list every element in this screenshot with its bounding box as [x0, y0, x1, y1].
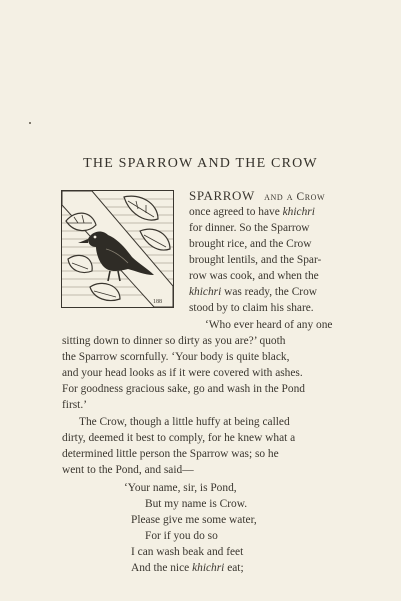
text-fragment: once agreed to have: [189, 206, 280, 218]
text-fragment: and a Crow: [264, 191, 326, 203]
crow-illustration: [61, 190, 174, 308]
text-line: brought rice, and the Crow: [189, 238, 312, 250]
text-line: first.’: [62, 399, 87, 411]
text-line: dirty, deemed it best to comply, for he knew what a: [62, 432, 296, 444]
text-line: [189, 188, 325, 204]
ink-speck: [29, 122, 31, 124]
verse-line: [131, 562, 244, 574]
text-line: For goodness gracious sake, go and wash in the Pond: [62, 383, 305, 395]
text-line: [189, 206, 315, 218]
text-line: [189, 286, 317, 298]
text-line: row was cook, and when the: [189, 270, 319, 282]
italic-word: khichri: [189, 286, 222, 298]
text-line: and your head looks as if it were covered with ashes.: [62, 367, 303, 379]
text-line: ‘Who ever heard of any one: [205, 319, 333, 331]
italic-word: khichri: [282, 206, 315, 218]
text-line: the Sparrow scornfully. ‘Your body is quite black,: [62, 351, 290, 363]
text-line: sitting down to dinner so dirty as you are?’ quoth: [62, 335, 286, 347]
text-line: brought lentils, and the Spar-: [189, 254, 322, 266]
text-line: The Crow, though a little huffy at being called: [79, 416, 290, 428]
chapter-title: THE SPARROW AND THE CROW: [83, 156, 318, 171]
italic-word: khichri: [192, 562, 225, 574]
text-fragment: was ready, the Crow: [224, 286, 318, 298]
text-fragment: eat;: [227, 562, 244, 574]
artist-signature: 188: [153, 299, 162, 305]
text-fragment: And the nice: [131, 562, 190, 574]
verse-line: For if you do so: [145, 530, 218, 542]
verse-line: Please give me some water,: [131, 514, 257, 526]
verse-line: ‘Your name, sir, is Pond,: [124, 482, 237, 494]
text-line: for dinner. So the Sparrow: [189, 222, 310, 234]
drop-cap-word: SPARROW: [189, 188, 255, 203]
text-line: determined little person the Sparrow was; so he: [62, 448, 279, 460]
text-line: went to the Pond, and said—: [62, 464, 194, 476]
text-line: stood by to claim his share.: [189, 302, 314, 314]
crow-drawing: [62, 191, 173, 307]
verse-line: But my name is Crow.: [145, 498, 248, 510]
verse-line: I can wash beak and feet: [131, 546, 244, 558]
